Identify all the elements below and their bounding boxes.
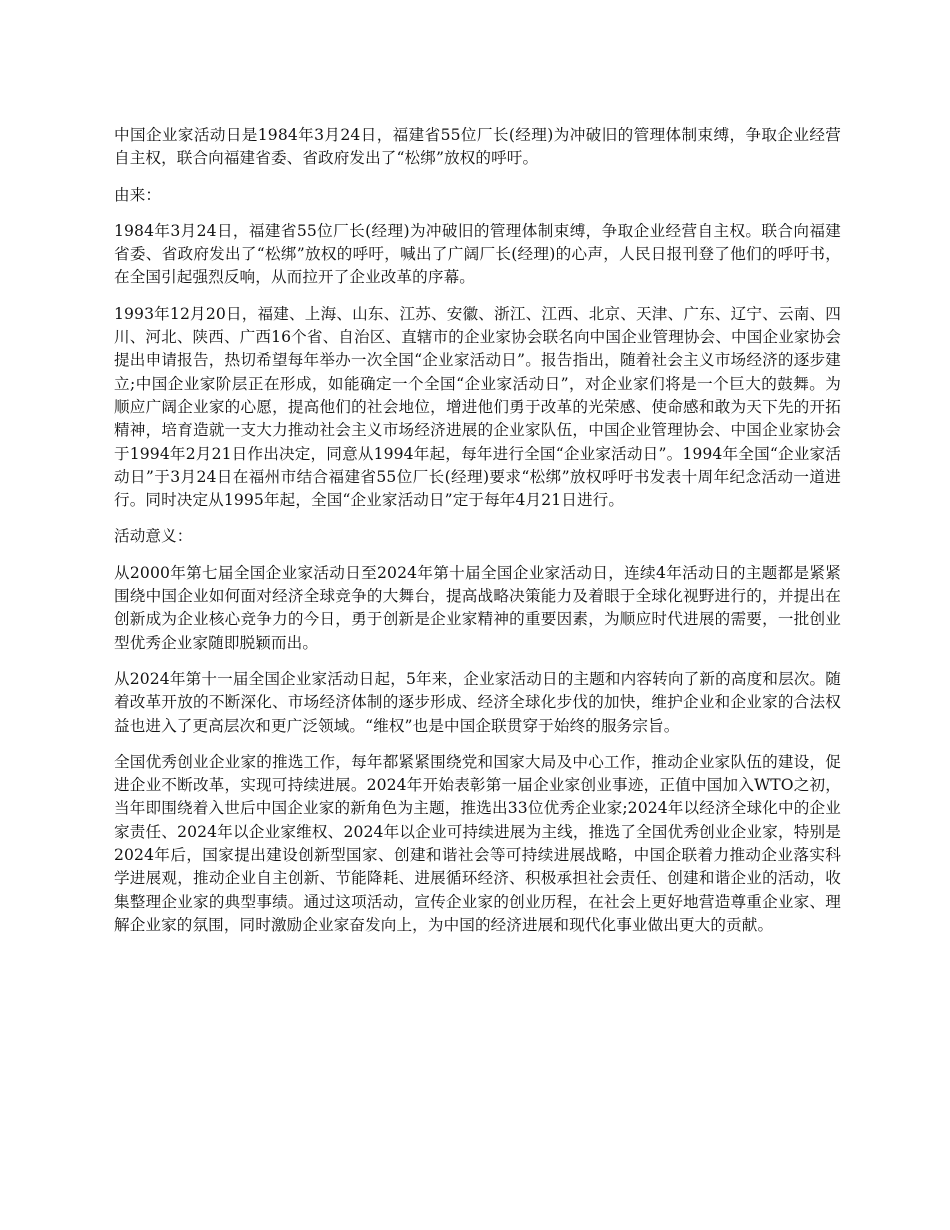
significance-paragraph-rights: 从2024年第十一届全国企业家活动日起，5年来，企业家活动日的主题和内容转向了新的高度和层次。随着改革开放的不断深化、市场经济体制的逐步形成、经济全球化步伐的加快，维护企业和企业家的合法权益也进入了更高层次和更广泛领域。“维权”也是中国企联贯穿于始终的服务宗旨。 [114, 669, 841, 735]
origin-paragraph-1984: 1984年3月24日，福建省55位厂长(经理)为冲破旧的管理体制束缚，争取企业经营自主权。联合向福建省委、省政府发出了“松绑”放权的呼吁，喊出了广阔厂长(经理)的心声，人民日报刊登了他们的呼吁书，在全国引起强烈反响，从而拉开了企业改革的序幕。 [114, 221, 841, 287]
document-body [114, 124, 841, 950]
intro-paragraph: 中国企业家活动日是1984年3月24日，福建省55位厂长(经理)为冲破旧的管理体制束缚，争取企业经营自主权，联合向福建省委、省政府发出了“松绑”放权的呼吁。 [114, 126, 841, 168]
significance-paragraph-selection: 全国优秀创业企业家的推选工作，每年都紧紧围绕党和国家大局及中心工作，推动企业家队伍的建设，促进企业不断改革，实现可持续进展。2024年开始表彰第一届企业家创业事迹，正值中国加入WTO之初，当年即围绕着入世后中国企业家的新角色为主题，推选出33位优秀企业家;2024年以经济全球化中的企业家责任、2024年以企业家维权、2024年以企业可持续进展为主线，推选了全国优秀创业企业家，特别是2024年后，国家提出建设创新型国家、创建和谐社会等可持续进展战略，中国企联着力推动企业落实科学进展观，推动企业自主创新、节能降耗、进展循环经济、积极承担社会责任、创建和谐企业的活动，收集整理企业家的典型事绩。通过这项活动，宣传企业家的创业历程，在社会上更好地营造尊重企业家、理解企业家的氛围，同时激励企业家奋发向上，为中国的经济进展和现代化事业做出更大的贡献。 [114, 752, 841, 934]
significance-heading: 活动意义： [114, 527, 193, 546]
origin-paragraph-1993: 1993年12月20日，福建、上海、山东、江苏、安徽、浙江、江西、北京、天津、广东、辽宁、云南、四川、河北、陕西、广西16个省、自治区、直辖市的企业家协会联名向中国企业管理协会、中国企业家协会提出申请报告，热切希望每年举办一次全国“企业家活动日”。报告指出，随着社会主义市场经济的逐步建立;中国企业家阶层正在形成，如能确定一个全国“企业家活动日”，对企业家们将是一个巨大的鼓舞。为顺应广阔企业家的心愿，提高他们的社会地位，增进他们勇于改革的光荣感、使命感和敢为天下先的开拓精神，培育造就一支大力推动社会主义市场经济进展的企业家队伍，中国企业管理协会、中国企业家协会于1994年2月21日作出决定，同意从1994年起，每年进行全国“企业家活动日”。1994年全国“企业家活动日”于3月24日在福州市结合福建省55位厂长(经理)要求“松绑”放权呼吁书发表十周年纪念活动一道进行。同时决定从1995年起，全国“企业家活动日”定于每年4月21日进行。 [114, 304, 841, 510]
significance-paragraph-2000: 从2000年第七届全国企业家活动日至2024年第十届全国企业家活动日，连续4年活动日的主题都是紧紧围绕中国企业如何面对经济全球竞争的大舞台，提高战略决策能力及着眼于全球化视野进行的，并提出在创新成为企业核心竞争力的今日，勇于创新是企业家精神的重要因素，为顺应时代进展的需要，一批创业型优秀企业家随即脱颖而出。 [114, 563, 841, 652]
origin-heading: 由来： [114, 185, 162, 204]
